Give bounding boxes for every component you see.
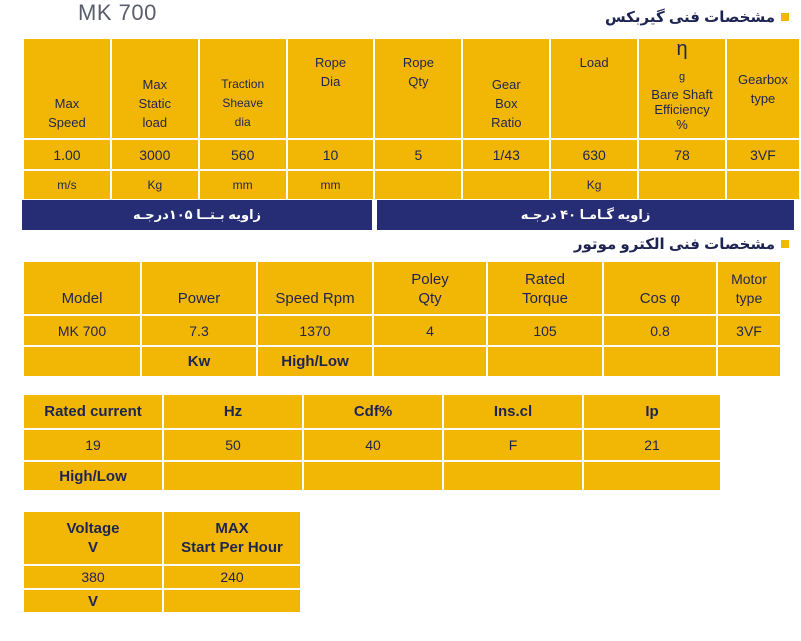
electrical-units-row [24,462,720,490]
motor-unit-cell [488,347,602,376]
gearbox-value-cell: 1/43 [463,140,549,169]
header-model: Model [24,262,140,314]
voltage-table [22,510,302,614]
electrical-unit-cell [304,462,442,490]
motor-value-cell: 1370 [258,316,372,345]
gearbox-unit-cell [463,171,549,199]
motor-value-cell: 0.8 [604,316,716,345]
motor-unit-cell [604,347,716,376]
header-voltage: Voltage V [24,512,162,564]
gearbox-unit-cell: Kg [112,171,198,199]
gearbox-value-cell: 78 [639,140,725,169]
electrical-header-cell: Rated current [24,395,162,428]
header-motor-type: Motor type [718,262,780,314]
voltage-unit-cell [164,590,300,612]
gearbox-values-row [24,140,799,169]
gearbox-units-row [24,171,799,199]
motor-values-row [24,316,780,345]
header-max-speed: Max Speed [24,39,110,138]
header-poley-qty: Poley Qty [374,262,486,314]
gearbox-unit-cell: mm [200,171,286,199]
motor-unit-cell [24,347,140,376]
header-rope-dia: Rope Dia [288,39,374,138]
gearbox-title-text: مشخصات فنی گیربکس [604,9,775,26]
voltage-values-row [24,566,300,588]
motor-value-cell: 105 [488,316,602,345]
motor-unit-cell: High/Low [258,347,372,376]
motor-value-cell: 4 [374,316,486,345]
header-efficiency: η $_g$ Bare Shaft Efficiency % [639,39,725,138]
motor-section-title [574,235,789,253]
electrical-value-cell: 50 [164,430,302,460]
electrical-unit-cell: High/Low [24,462,162,490]
gamma-angle-band [377,200,794,230]
gearbox-value-cell: 560 [200,140,286,169]
gearbox-value-cell: 3000 [112,140,198,169]
voltage-units-row [24,590,300,612]
gearbox-value-cell: 10 [288,140,374,169]
gearbox-unit-cell: m/s [24,171,110,199]
electrical-value-cell: 21 [584,430,720,460]
header-rated-torque: Rated Torque [488,262,602,314]
gearbox-value-cell: 5 [375,140,461,169]
motor-value-cell: 3VF [718,316,780,345]
electrical-header-cell: Ip [584,395,720,428]
eta-symbol: η $_g$ [676,38,688,83]
beta-angle-band [22,200,372,230]
header-speed-rpm: Speed Rpm [258,262,372,314]
header-power: Power [142,262,256,314]
electrical-header-row [24,395,720,428]
gearbox-table [22,37,801,201]
header-gear-box-ratio: Gear Box Ratio [463,39,549,138]
motor-value-cell: MK 700 [24,316,140,345]
gearbox-unit-cell [375,171,461,199]
gamma-angle-text: زاویه گـامـا ۴۰ درجـه [520,207,651,222]
voltage-value-cell: 240 [164,566,300,588]
gearbox-section-title [605,8,789,26]
motor-unit-cell: Kw [142,347,256,376]
beta-angle-text: زاویه بـتــا ۱۰۵درجـه [132,207,262,222]
gearbox-unit-cell [727,171,799,199]
gearbox-unit-cell: mm [288,171,374,199]
gearbox-value-cell: 630 [551,140,637,169]
voltage-value-cell: 380 [24,566,162,588]
motor-unit-cell [374,347,486,376]
header-max-start-per-hour: MAX Start Per Hour [164,512,300,564]
motor-units-row [24,347,780,376]
electrical-value-cell: 19 [24,430,162,460]
gearbox-value-cell: 3VF [727,140,799,169]
bullet-square-icon [781,13,789,21]
electrical-value-cell: 40 [304,430,442,460]
motor-title-text: مشخصات فنی الکترو موتور [573,236,775,253]
model-title: MK 700 [78,0,157,25]
header-gearbox-type: Gearbox type [727,39,799,138]
motor-unit-cell [718,347,780,376]
header-traction-sheave-dia: Traction Sheave dia [200,39,286,138]
electrical-values-row [24,430,720,460]
bullet-square-icon [781,240,789,248]
electrical-table [22,393,722,492]
electrical-header-cell: Hz [164,395,302,428]
header-max-static-load: Max Static load [112,39,198,138]
gearbox-value-cell: 1.00 [24,140,110,169]
electrical-unit-cell [164,462,302,490]
electrical-unit-cell [444,462,582,490]
voltage-unit-cell: V [24,590,162,612]
header-load: Load [551,39,637,138]
motor-value-cell: 7.3 [142,316,256,345]
header-rope-qty: Rope Qty [375,39,461,138]
gearbox-unit-cell: Kg [551,171,637,199]
motor-table [22,260,782,378]
electrical-unit-cell [584,462,720,490]
electrical-header-cell: Ins.cl [444,395,582,428]
gearbox-unit-cell [639,171,725,199]
electrical-value-cell: F [444,430,582,460]
electrical-header-cell: Cdf% [304,395,442,428]
header-cos-phi: Cos φ [604,262,716,314]
